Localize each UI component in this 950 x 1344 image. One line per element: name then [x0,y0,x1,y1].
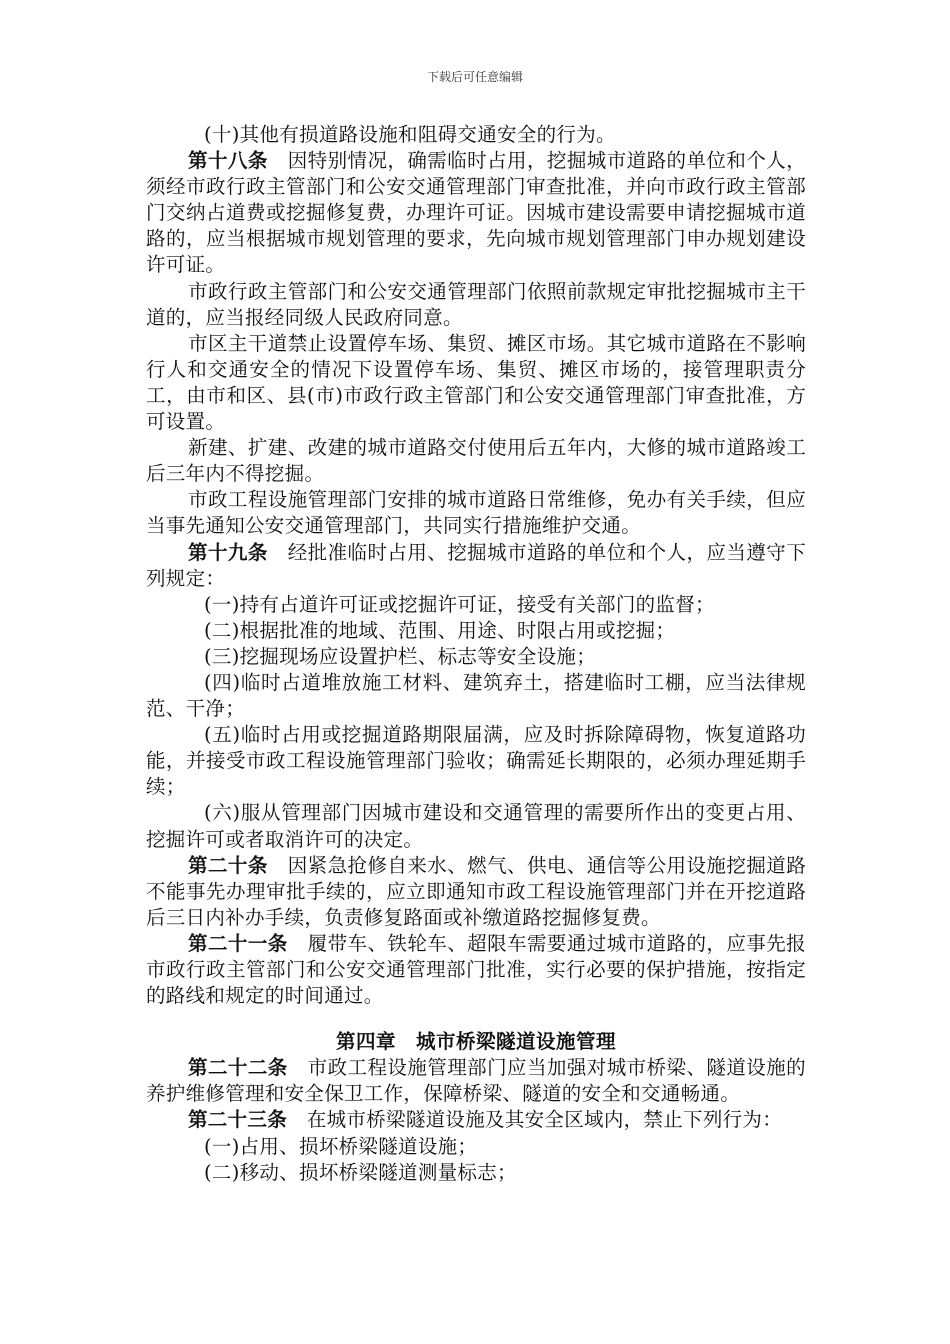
article-19-item-6: (六)服从管理部门因城市建设和交通管理的需要所作出的变更占用、挖掘许可或者取消许可的决定。 [146,801,806,851]
article-18-text: 因特别情况，确需临时占用，挖掘城市道路的单位和个人，须经市政行政主管部门和公安交通管理部门审查批准，并向市政行政主管部门交纳占道费或挖掘修复费，办理许可证。因城市建设需要申请挖掘城市道路的，应当根据城市规划管理的要求，先向城市规划管理部门申办规划建设许可证。 [146,149,806,277]
article-23-label: 第二十三条 [188,1108,288,1132]
chapter-title: 第四章 城市桥梁隧道设施管理 [335,1030,616,1054]
article-18-label: 第十八条 [188,149,268,173]
article-21-label: 第二十一条 [188,931,288,955]
article-21-text: 履带车、铁轮车、超限车需要通过城市道路的，应事先报市政行政主管部门和公安交通管理部门批准，实行必要的保护措施，按指定的路线和规定的时间通过。 [146,931,806,1008]
article-20-label: 第二十条 [188,853,268,877]
article-18-para-4: 新建、扩建、改建的城市道路交付使用后五年内，大修的城市道路竣工后三年内不得挖掘。 [146,436,806,486]
article-18-para-5: 市政工程设施管理部门安排的城市道路日常维修，免办有关手续，但应当事先通知公安交通管理部门，共同实行措施维护交通。 [146,488,806,538]
document-body [146,122,806,1186]
article-20-text: 因紧急抢修自来水、燃气、供电、通信等公用设施挖掘道路不能事先办理审批手续的，应立即通知市政工程设施管理部门并在开挖道路后三日内补办手续，负责修复路面或补缴道路挖掘修复费。 [146,853,806,929]
page-header: 下载后可任意编辑 [426,70,523,84]
article-19-item-4: (四)临时占道堆放施工材料、建筑弃土，搭建临时工棚，应当法律规范、干净； [146,670,806,721]
article-22-label: 第二十二条 [188,1056,288,1080]
article-19-item-1: (一)持有占道许可证或挖掘许可证，接受有关部门的监督； [204,592,715,616]
article-18 [146,148,806,278]
article-19-item-2: (二)根据批准的地域、范围、用途、时限占用或挖掘； [204,618,676,642]
article-20 [146,853,806,931]
article-19 [146,540,806,592]
article-22-text: 市政工程设施管理部门应当加强对城市桥梁、隧道设施的养护维修管理和安全保卫工作，保障桥梁、隧道的安全和交通畅通。 [146,1056,806,1106]
article-18-para-3: 市区主干道禁止设置停车场、集贸、摊区市场。其它城市道路在不影响行人和交通安全的情况下设置停车场、集贸、摊区市场的，接管理职责分工，由市和区、县(市)市政行政主管部门和公安交通管理部门审查批准，方可设置。 [146,331,806,434]
article-23-text: 在城市桥梁隧道设施及其安全区域内，禁止下列行为： [287,1108,783,1132]
article-21 [146,931,806,1009]
article-23-item-1: (一)占用、损坏桥梁隧道设施； [204,1134,478,1158]
item-10: (十)其他有损道路设施和阻碍交通安全的行为。 [204,123,616,146]
article-19-item-5: (五)临时占用或挖掘道路期限届满，应及时拆除障碍物，恢复道路功能，并接受市政工程设施管理部门验收；确需延长期限的，必须办理延期手续； [146,723,806,799]
article-19-item-3: (三)挖掘现场应设置护栏、标志等安全设施； [204,644,597,668]
article-19-label: 第十九条 [188,540,268,564]
article-23 [146,1107,806,1133]
article-18-para-2: 市政行政主管部门和公安交通管理部门依照前款规定审批挖掘城市主干道的，应当报经同级人民政府同意。 [146,279,806,329]
article-22 [146,1055,806,1107]
article-23-item-2: (二)移动、损坏桥梁隧道测量标志； [204,1160,517,1184]
article-19-text: 经批准临时占用、挖掘城市道路的单位和个人，应当遵守下列规定： [146,540,806,590]
